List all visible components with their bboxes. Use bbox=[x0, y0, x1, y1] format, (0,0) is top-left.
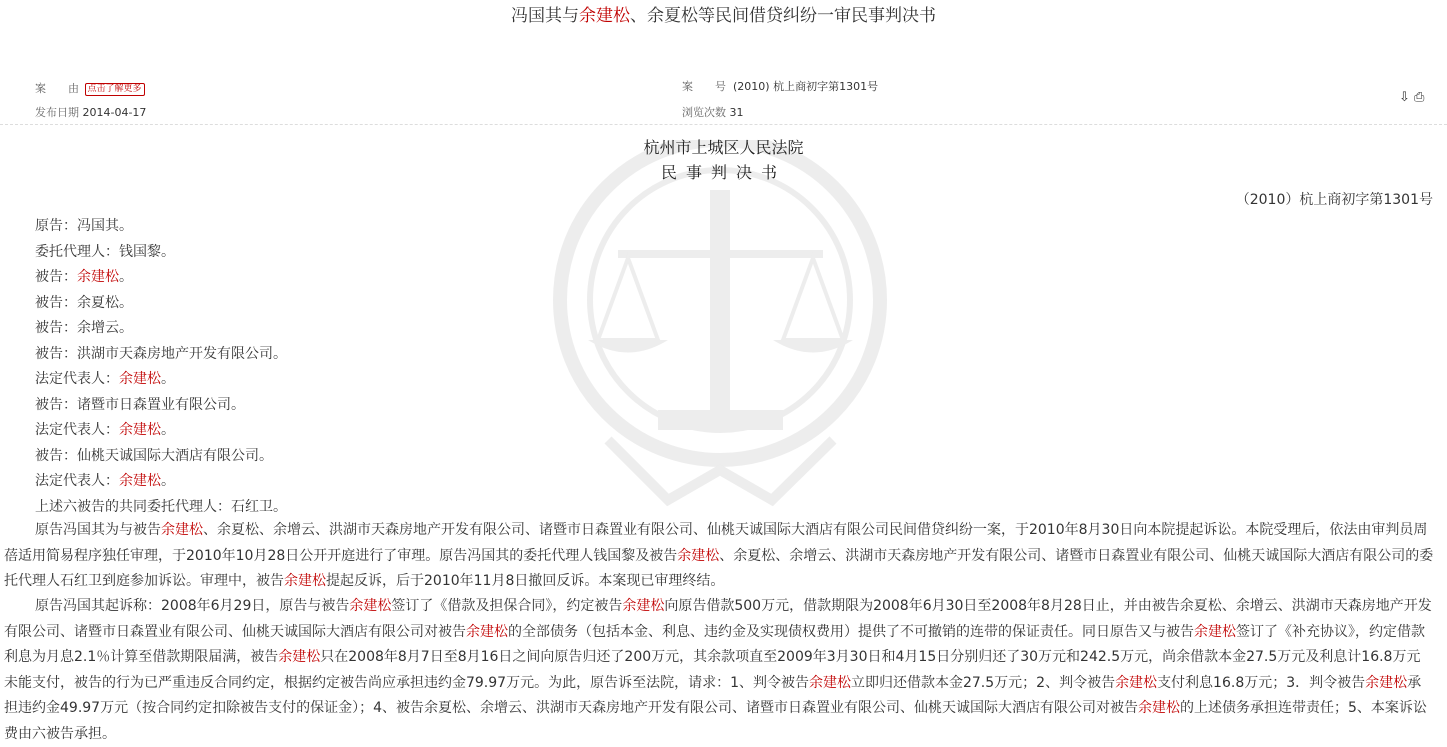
party-end: 。 bbox=[119, 218, 133, 234]
page-title bbox=[0, 4, 1447, 28]
view-count-label: 浏览次数 bbox=[682, 106, 726, 119]
party-label: 被告： bbox=[35, 345, 77, 362]
case-reason-row bbox=[35, 82, 145, 96]
party-end: 。 bbox=[119, 320, 133, 336]
view-count-value: 31 bbox=[729, 106, 744, 119]
party-row bbox=[35, 444, 287, 470]
party-end: 。 bbox=[119, 294, 133, 311]
party-label: 被告： bbox=[35, 320, 77, 336]
party-row bbox=[35, 240, 287, 266]
case-number-value: (2010) 杭上商初字第1301号 bbox=[733, 80, 879, 93]
party-name: 余增云 bbox=[77, 320, 119, 336]
case-reason-label: 案 由 bbox=[35, 82, 79, 95]
highlighted-name[interactable]: 余建松 bbox=[1137, 700, 1180, 716]
party-label: 法定代表人： bbox=[35, 371, 119, 387]
party-name[interactable]: 余建松 bbox=[119, 371, 161, 387]
party-end: 。 bbox=[161, 243, 175, 260]
paragraph-claims: 原告冯国其起诉称：2008年6月29日，原告与被告余建松签订了《借款及担保合同》，约定被告余建松向原告借款500万元，借款期限为2008年6月30日至2008年8月28日止，并由被告余夏松、余增云、洪湖市天森房地产开发有限公司、诸暨市日森置业有限公司、仙桃天诚国际大酒店有限公司对被告余建松的全部债务（包括本金、利息、违约金及实现债权费用）提供了不可撤销的连带的保证责任。同日原告又与被告余建松签订了《补充协议》，约定借款利息为月息2.1％计算至借款期限届满，被告余建松只在2008年8月7日至8月16日之间向原告归还了200万元，其余款项直至2009年3月30日和4月15日分别归还了30万元和242.5万元，尚余借款本金27.5万元及利息计16.8万元未能支付，被告的行为已严重违反合同约定，根据约定被告尚应承担违约金79.97万元。为此，原告诉至法院，请求：1、判令被告余建松立即归还借款本金27.5万元；2、判令被告余建松支付利息16.8万元；3．判令被告余建松承担违约金49.97万元（按合同约定扣除被告支付的保证金）；4、被告余夏松、余增云、洪湖市天森房地产开发有限公司、诸暨市日森置业有限公司、仙桃天诚国际大酒店有限公司对被告余建松的上述债务承担连带责任；5、本案诉讼费由六被告承担。 bbox=[4, 598, 1432, 742]
party-label: 上述六被告的共同委托代理人： bbox=[35, 498, 231, 515]
party-name: 余夏松 bbox=[77, 294, 119, 311]
party-list bbox=[35, 214, 287, 520]
party-label: 法定代表人： bbox=[35, 422, 119, 438]
party-row bbox=[35, 418, 287, 444]
highlighted-name[interactable]: 余建松 bbox=[622, 598, 665, 614]
party-row bbox=[35, 316, 287, 342]
download-icon[interactable]: ⇩ bbox=[1399, 90, 1410, 105]
party-row bbox=[35, 469, 287, 495]
publish-date-row bbox=[35, 106, 146, 120]
highlighted-name[interactable]: 余建松 bbox=[278, 649, 321, 665]
highlighted-name[interactable]: 余建松 bbox=[677, 547, 720, 564]
document-type: 民事判决书 bbox=[660, 163, 786, 182]
party-name: 冯国其 bbox=[77, 218, 119, 234]
party-row bbox=[35, 495, 287, 521]
case-number-label: 案 号 bbox=[682, 80, 726, 93]
party-label: 被告： bbox=[35, 396, 77, 413]
party-row bbox=[35, 367, 287, 393]
party-row bbox=[35, 265, 287, 291]
party-label: 被告： bbox=[35, 447, 77, 464]
party-label: 委托代理人： bbox=[35, 243, 119, 260]
highlighted-name[interactable]: 余建松 bbox=[1115, 674, 1158, 691]
party-row bbox=[35, 342, 287, 368]
highlighted-name[interactable]: 余建松 bbox=[808, 674, 851, 691]
header-divider bbox=[0, 124, 1447, 125]
toolbar-icons bbox=[1399, 90, 1424, 105]
party-label: 被告： bbox=[35, 269, 77, 285]
party-end: 。 bbox=[259, 447, 273, 464]
publish-date-label: 发布日期 bbox=[35, 106, 79, 119]
party-name: 洪湖市天森房地产开发有限公司 bbox=[77, 345, 273, 362]
party-end: 。 bbox=[231, 396, 245, 413]
party-end: 。 bbox=[273, 498, 287, 515]
highlighted-name[interactable]: 余建松 bbox=[466, 623, 508, 640]
party-name[interactable]: 余建松 bbox=[119, 422, 161, 438]
party-row bbox=[35, 393, 287, 419]
party-label: 原告： bbox=[35, 218, 77, 234]
party-name: 仙桃天诚国际大酒店有限公司 bbox=[77, 447, 259, 464]
title-part-1: 冯国其与 bbox=[511, 6, 579, 26]
document-case-number: （2010）杭上商初字第1301号 bbox=[1235, 192, 1433, 208]
highlighted-name[interactable]: 余建松 bbox=[1365, 674, 1408, 691]
party-name: 钱国黎 bbox=[119, 243, 161, 260]
highlighted-name[interactable]: 余建松 bbox=[1194, 623, 1236, 640]
court-name: 杭州市上城区人民法院 bbox=[643, 138, 804, 157]
party-name: 石红卫 bbox=[231, 498, 273, 515]
party-name[interactable]: 余建松 bbox=[77, 269, 119, 285]
title-highlight-name[interactable]: 余建松 bbox=[579, 6, 630, 26]
publish-date-value: 2014-04-17 bbox=[82, 106, 147, 119]
party-label: 被告： bbox=[35, 294, 77, 311]
title-part-2: 、余夏松等民间借贷纠纷一审民事判决书 bbox=[630, 6, 936, 26]
case-number-row bbox=[682, 80, 878, 94]
highlighted-name[interactable]: 余建松 bbox=[349, 598, 392, 614]
learn-more-tag[interactable]: 点击了解更多 bbox=[85, 83, 145, 96]
party-row bbox=[35, 214, 287, 240]
party-end: 。 bbox=[161, 473, 175, 489]
party-name[interactable]: 余建松 bbox=[119, 473, 161, 489]
party-name: 诸暨市日森置业有限公司 bbox=[77, 396, 231, 413]
paragraph-procedure: 原告冯国其为与被告余建松、余夏松、余增云、洪湖市天森房地产开发有限公司、诸暨市日森置业有限公司、仙桃天诚国际大酒店有限公司民间借贷纠纷一案，于2010年8月30日向本院提起诉讼。本院受理后，依法由审判员周蓓适用简易程序独任审理，于2010年10月28日公开开庭进行了审理。原告冯国其的委托代理人钱国黎及被告余建松、余夏松、余增云、洪湖市天森房地产开发有限公司、诸暨市日森置业有限公司、仙桃天诚国际大酒店有限公司的委托代理人石红卫到庭参加诉讼。审理中，被告余建松提起反诉，后于2010年11月8日撤回反诉。本案现已审理终结。 bbox=[4, 522, 1434, 589]
party-end: 。 bbox=[161, 422, 175, 438]
party-end: 。 bbox=[273, 345, 287, 362]
highlighted-name[interactable]: 余建松 bbox=[161, 522, 203, 538]
view-count-row bbox=[682, 106, 744, 120]
court-emblem-watermark bbox=[548, 140, 893, 520]
party-row bbox=[35, 291, 287, 317]
print-icon[interactable]: ⎙ bbox=[1414, 90, 1425, 105]
party-label: 法定代表人： bbox=[35, 473, 119, 489]
highlighted-name[interactable]: 余建松 bbox=[284, 573, 326, 589]
party-end: 。 bbox=[119, 269, 133, 285]
party-end: 。 bbox=[161, 371, 175, 387]
